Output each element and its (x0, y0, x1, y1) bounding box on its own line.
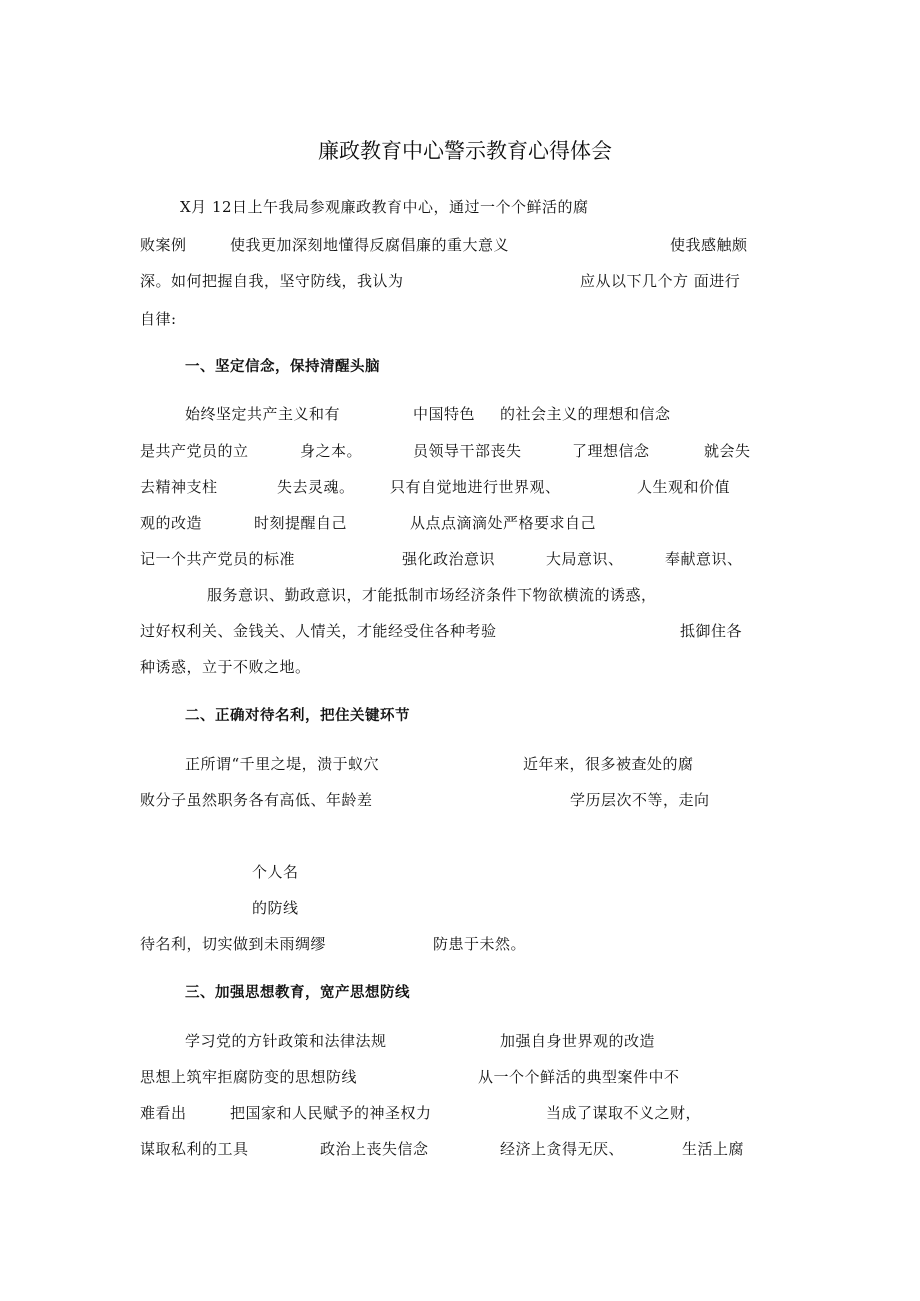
paragraph-text: 中国特色 (413, 405, 476, 423)
paragraph-text: 员领导干部丧失 (413, 442, 522, 460)
paragraph-text: 败分子虽然职务各有高低、年龄差 (140, 791, 373, 809)
paragraph-text: 待名利，切实做到未雨绸缪 (140, 935, 327, 953)
paragraph-text: 使我更加深刻地懂得反腐倡廉的重大意义 (230, 236, 510, 254)
paragraph-text: 过好权利关、金钱关、人情关，才能经受住各种考验 (140, 622, 497, 640)
paragraph-text: 深。如何把握自我，坚守防线，我认为 (140, 272, 404, 290)
paragraph-text: 经济上贪得无厌、 (500, 1140, 625, 1158)
paragraph-text: 应从以下几个方 面进行 (580, 272, 741, 290)
document-title: 廉政教育中心警示教育心得体会 (318, 139, 612, 163)
paragraph-text: 的社会主义的理想和信念 (500, 405, 671, 423)
paragraph-text: 失去灵魂。 (277, 478, 355, 496)
section-heading: 三、加强思想教育，宽产思想防线 (185, 985, 410, 1001)
paragraph-text: 是共产党员的立 (140, 442, 249, 460)
paragraph-text: 败案例 (140, 236, 187, 254)
paragraph-text: 加强自身世界观的改造 (500, 1032, 656, 1050)
paragraph-text: 当成了谋取不义之财， (546, 1104, 702, 1122)
paragraph-text: 政治上丧失信念 (320, 1140, 429, 1158)
paragraph-text: 身之本。 (300, 442, 363, 460)
paragraph-text: 始终坚定共产主义和有 (185, 405, 341, 423)
paragraph-text: 只有自觉地进行世界观、 (390, 478, 561, 496)
paragraph-text: 了理想信念 (572, 442, 650, 460)
paragraph-text: 学习党的方针政策和法律法规 (185, 1032, 387, 1050)
paragraph-text: 自律: (140, 310, 177, 328)
paragraph-text: 个人名 (252, 863, 299, 881)
paragraph-text: 观的改造 (140, 514, 203, 532)
paragraph-text: 学历层次不等，走向 (570, 791, 710, 809)
paragraph-text: 抵御住各 (680, 622, 743, 640)
paragraph-text: 难看出 (140, 1104, 187, 1122)
paragraph-text: 正所谓“千里之堤，溃于蚁穴 (185, 755, 380, 773)
paragraph-text: 服务意识、勤政意识，才能抵制市场经济条件下物欲横流的诱惑， (207, 586, 657, 604)
paragraph-text: 去精神支柱 (140, 478, 218, 496)
paragraph-text: 谋取私利的工具 (140, 1140, 249, 1158)
paragraph-text: 从一个个鲜活的典型案件中不 (478, 1068, 680, 1086)
paragraph-text: 思想上筑牢拒腐防变的思想防线 (140, 1068, 358, 1086)
paragraph-text: 从点点滴滴处严格要求自己 (410, 514, 597, 532)
paragraph-text: 防患于未然。 (433, 935, 527, 953)
paragraph-text: 近年来，很多被查处的腐 (523, 755, 694, 773)
paragraph-text: 就会失 (704, 442, 751, 460)
section-heading: 二、正确对待名利，把住关键环节 (185, 708, 410, 724)
paragraph-text: 奉献意识、 (665, 550, 743, 568)
paragraph-text: 种诱惑，立于不败之地。 (140, 658, 311, 676)
paragraph-text: 时刻提醒自己 (254, 514, 348, 532)
paragraph-text: 生活上腐 (682, 1140, 745, 1158)
section-heading: 一、坚定信念，保持清醒头脑 (185, 359, 380, 375)
paragraph-text: X月 12日上午我局参观廉政教育中心，通过一个个鲜活的腐 (180, 198, 589, 216)
paragraph-text: 人生观和价值 (637, 478, 731, 496)
paragraph-text: 记一个共产党员的标准 (140, 550, 296, 568)
paragraph-text: 强化政治意识 (402, 550, 496, 568)
paragraph-text: 使我感触颇 (670, 236, 748, 254)
paragraph-text: 把国家和人民赋予的神圣权力 (230, 1104, 432, 1122)
paragraph-text: 的防线 (252, 899, 299, 917)
paragraph-text: 大局意识、 (546, 550, 624, 568)
